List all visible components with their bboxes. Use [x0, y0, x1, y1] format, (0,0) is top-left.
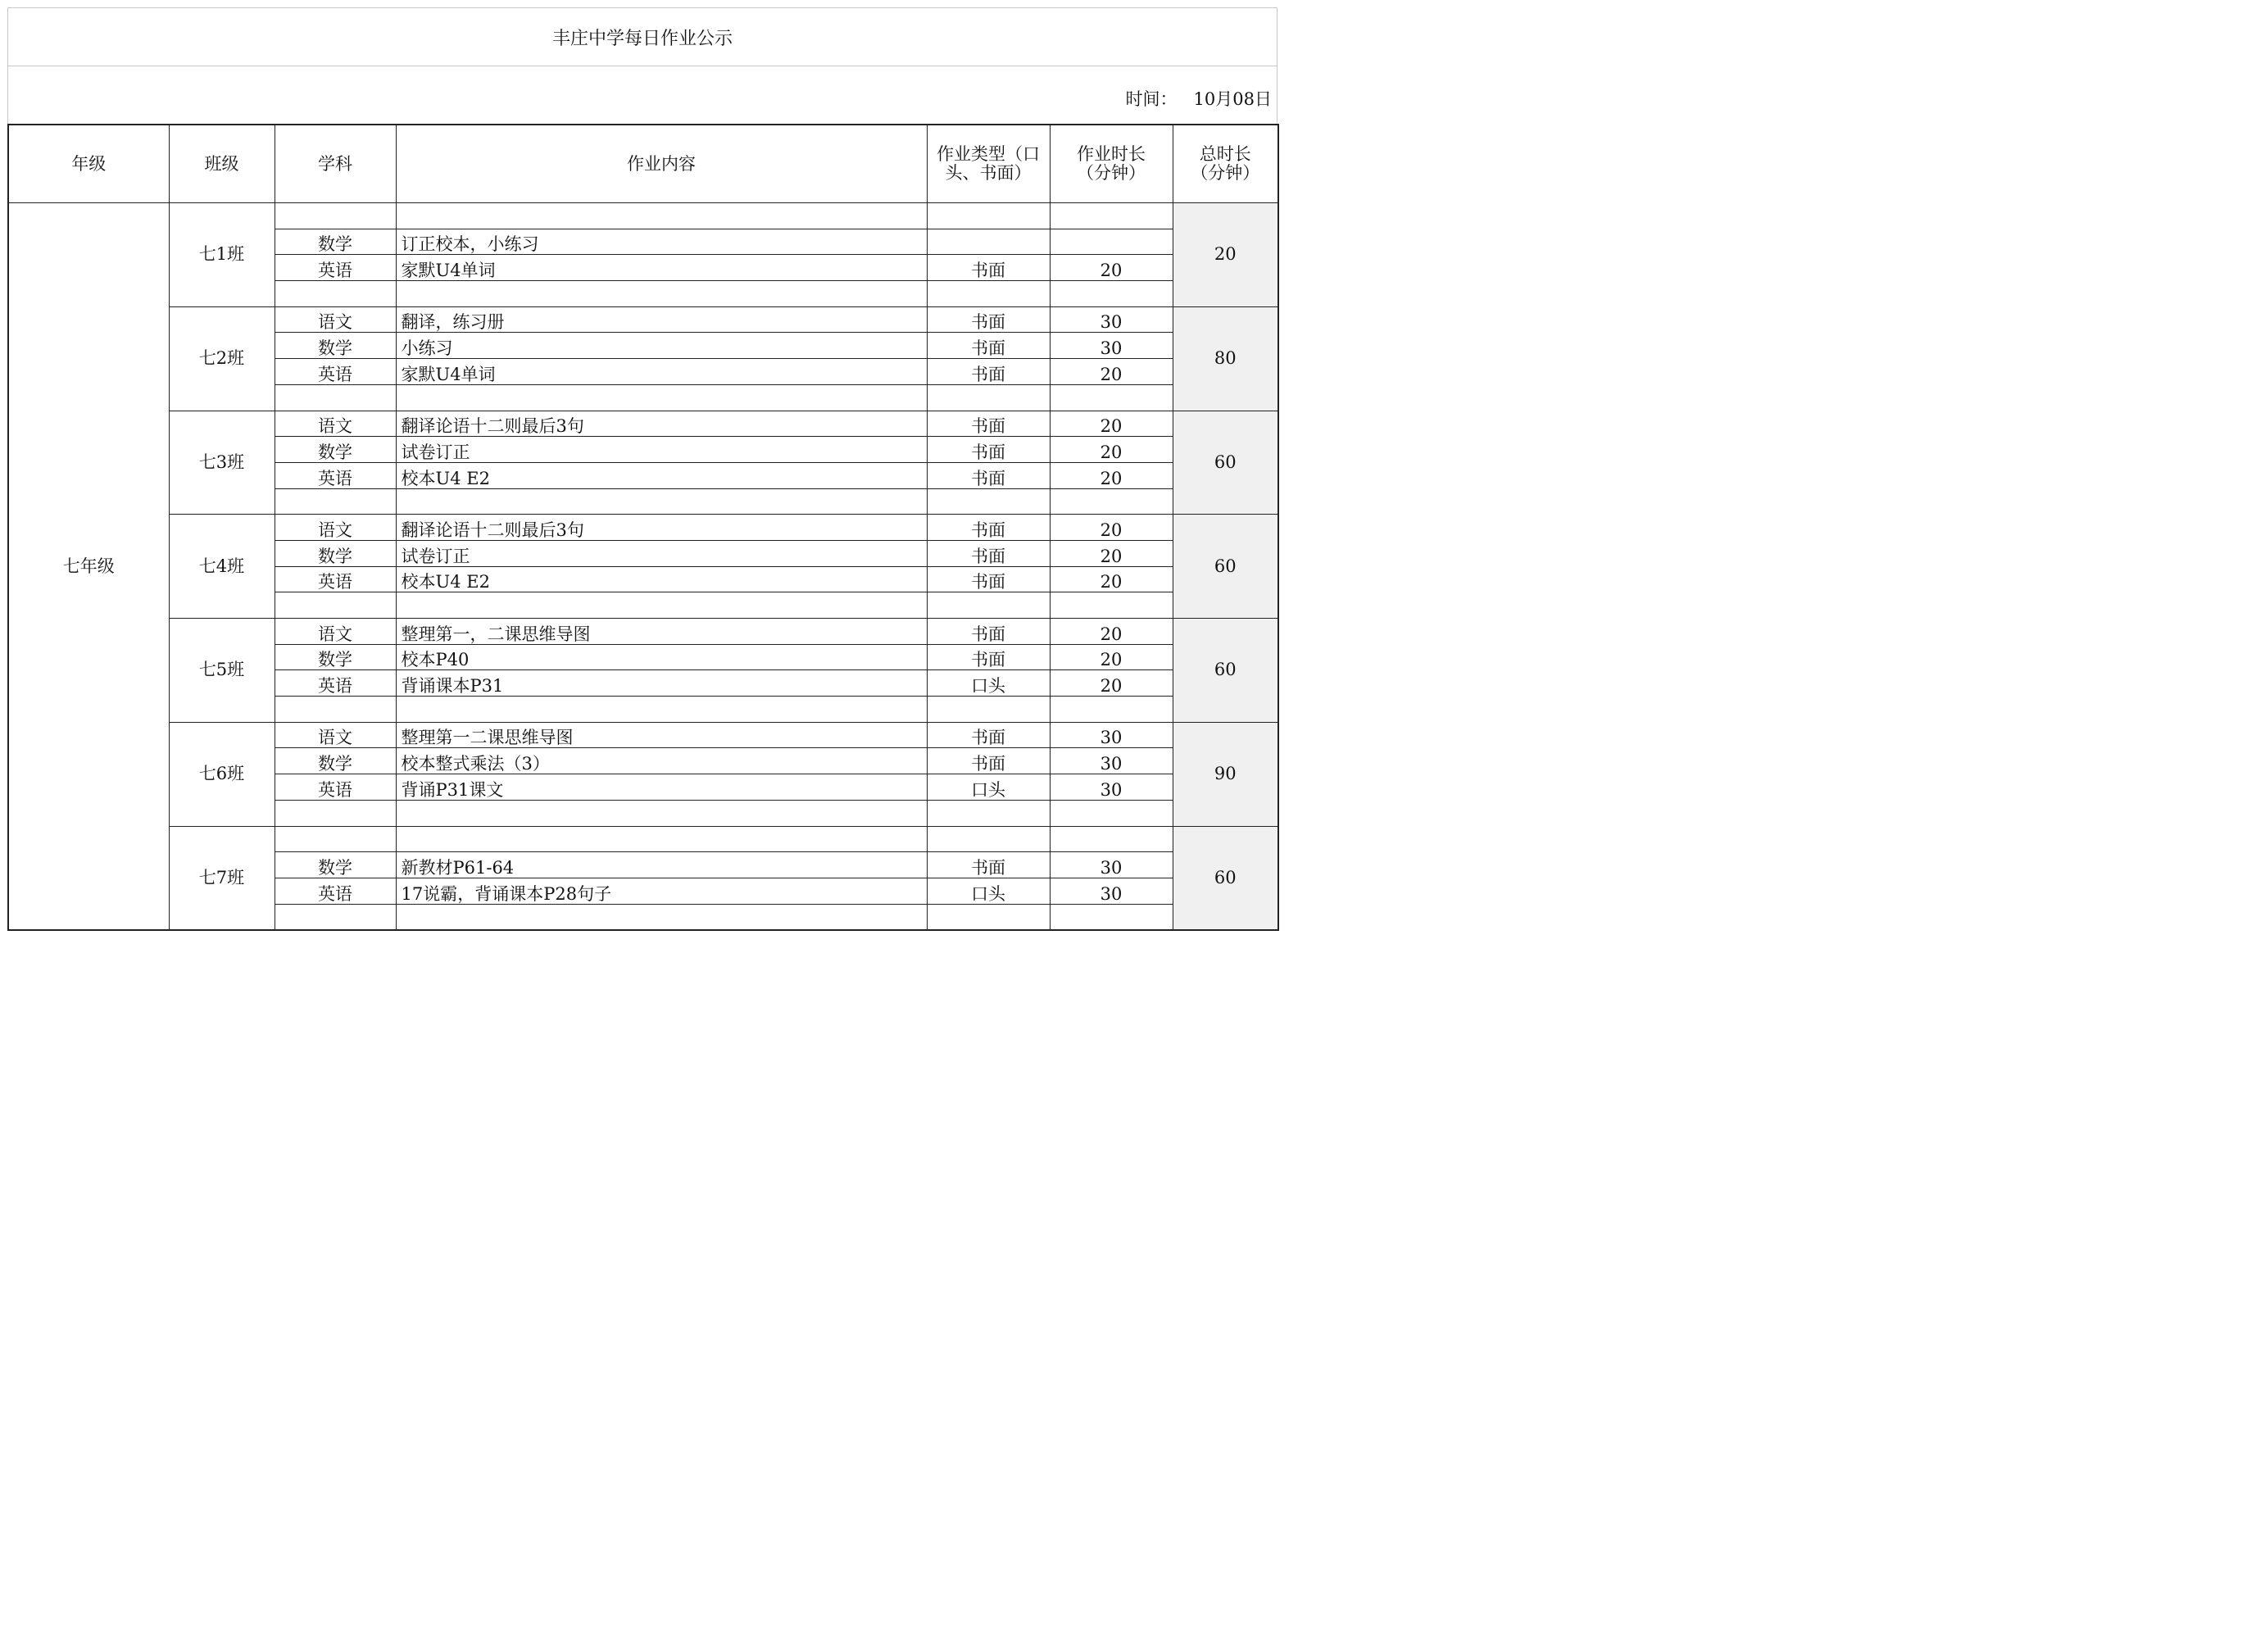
duration-cell: 20	[1050, 462, 1173, 488]
total-duration-cell: 20	[1173, 203, 1278, 307]
table-body	[8, 203, 1278, 931]
duration-cell: 20	[1050, 670, 1173, 697]
type-cell	[927, 384, 1050, 411]
class-name-cell: 七5班	[169, 619, 275, 723]
content-cell	[396, 281, 927, 307]
content-cell: 家默U4单词	[396, 359, 927, 385]
type-cell	[927, 488, 1050, 515]
grade-cell: 七年级	[8, 203, 169, 931]
duration-cell	[1050, 203, 1173, 229]
subject-cell	[275, 826, 396, 852]
header-grade: 年级	[8, 125, 169, 203]
content-cell: 17说霸，背诵课本P28句子	[396, 878, 927, 904]
duration-cell	[1050, 592, 1173, 619]
subject-cell: 数学	[275, 852, 396, 878]
header-class: 班级	[169, 125, 275, 203]
type-cell: 书面	[927, 255, 1050, 281]
type-cell: 书面	[927, 619, 1050, 645]
duration-cell: 30	[1050, 722, 1173, 748]
type-cell: 书面	[927, 748, 1050, 774]
type-cell	[927, 592, 1050, 619]
type-cell: 书面	[927, 333, 1050, 359]
subject-cell: 语文	[275, 722, 396, 748]
subject-cell	[275, 384, 396, 411]
content-cell: 整理第一二课思维导图	[396, 722, 927, 748]
class-name-cell: 七6班	[169, 722, 275, 826]
total-duration-cell: 80	[1173, 306, 1278, 411]
type-cell: 书面	[927, 515, 1050, 541]
duration-cell: 30	[1050, 333, 1173, 359]
content-cell: 试卷订正	[396, 540, 927, 566]
content-cell: 背诵P31课文	[396, 774, 927, 801]
header-duration: 作业时长（分钟）	[1050, 125, 1173, 203]
sheet-title-row	[7, 7, 1277, 66]
type-cell: 书面	[927, 411, 1050, 437]
duration-cell: 30	[1050, 878, 1173, 904]
content-cell: 校本整式乘法（3）	[396, 748, 927, 774]
duration-cell: 20	[1050, 437, 1173, 463]
content-cell	[396, 592, 927, 619]
duration-cell: 20	[1050, 359, 1173, 385]
content-cell	[396, 697, 927, 723]
subject-cell: 英语	[275, 359, 396, 385]
duration-cell	[1050, 488, 1173, 515]
subject-cell: 英语	[275, 255, 396, 281]
duration-cell: 20	[1050, 540, 1173, 566]
subject-cell: 数学	[275, 644, 396, 670]
total-duration-cell: 60	[1173, 619, 1278, 723]
type-cell: 书面	[927, 437, 1050, 463]
subject-cell	[275, 697, 396, 723]
content-cell	[396, 488, 927, 515]
content-cell: 翻译论语十二则最后3句	[396, 515, 927, 541]
content-cell: 家默U4单词	[396, 255, 927, 281]
type-cell	[927, 281, 1050, 307]
content-cell: 校本P40	[396, 644, 927, 670]
type-cell: 口头	[927, 878, 1050, 904]
content-cell	[396, 384, 927, 411]
type-cell: 口头	[927, 774, 1050, 801]
type-cell: 书面	[927, 566, 1050, 592]
duration-cell: 20	[1050, 255, 1173, 281]
table-header-row	[8, 125, 1278, 203]
content-cell: 校本U4 E2	[396, 462, 927, 488]
content-cell: 翻译，练习册	[396, 306, 927, 333]
duration-cell: 20	[1050, 566, 1173, 592]
type-cell: 书面	[927, 540, 1050, 566]
date-label: 时间：	[1125, 89, 1178, 109]
duration-cell: 20	[1050, 619, 1173, 645]
subject-cell: 英语	[275, 670, 396, 697]
class-name-cell: 七2班	[169, 306, 275, 411]
header-content: 作业内容	[396, 125, 927, 203]
subject-cell	[275, 904, 396, 930]
date-row	[7, 66, 1277, 124]
content-cell	[396, 203, 927, 229]
table-row	[8, 515, 1278, 541]
class-name-cell: 七1班	[169, 203, 275, 307]
subject-cell: 语文	[275, 515, 396, 541]
class-name-cell: 七4班	[169, 515, 275, 619]
subject-cell: 数学	[275, 333, 396, 359]
subject-cell	[275, 592, 396, 619]
table-row	[8, 722, 1278, 748]
subject-cell: 数学	[275, 437, 396, 463]
duration-cell: 30	[1050, 306, 1173, 333]
header-subject: 学科	[275, 125, 396, 203]
class-name-cell: 七7班	[169, 826, 275, 930]
duration-cell	[1050, 904, 1173, 930]
subject-cell	[275, 488, 396, 515]
duration-cell: 30	[1050, 748, 1173, 774]
type-cell	[927, 904, 1050, 930]
type-cell	[927, 800, 1050, 826]
header-type: 作业类型（口头、书面）	[927, 125, 1050, 203]
subject-cell: 数学	[275, 540, 396, 566]
table-row	[8, 306, 1278, 333]
content-cell	[396, 800, 927, 826]
subject-cell: 英语	[275, 878, 396, 904]
duration-cell	[1050, 826, 1173, 852]
content-cell: 小练习	[396, 333, 927, 359]
subject-cell: 语文	[275, 411, 396, 437]
total-duration-cell: 60	[1173, 826, 1278, 930]
subject-cell	[275, 281, 396, 307]
content-cell: 校本U4 E2	[396, 566, 927, 592]
subject-cell	[275, 203, 396, 229]
duration-cell	[1050, 800, 1173, 826]
subject-cell	[275, 800, 396, 826]
content-cell	[396, 826, 927, 852]
subject-cell: 数学	[275, 229, 396, 255]
table-row	[8, 203, 1278, 229]
duration-cell: 30	[1050, 852, 1173, 878]
table-row	[8, 619, 1278, 645]
total-duration-cell: 60	[1173, 411, 1278, 515]
content-cell	[396, 904, 927, 930]
duration-cell	[1050, 384, 1173, 411]
sheet-title: 丰庄中学每日作业公示	[551, 28, 733, 49]
subject-cell: 英语	[275, 462, 396, 488]
type-cell	[927, 203, 1050, 229]
duration-cell	[1050, 697, 1173, 723]
content-cell: 整理第一，二课思维导图	[396, 619, 927, 645]
duration-cell: 20	[1050, 515, 1173, 541]
total-duration-cell: 60	[1173, 515, 1278, 619]
duration-cell	[1050, 229, 1173, 255]
homework-table	[7, 124, 1279, 931]
date-display	[1126, 86, 1272, 111]
duration-cell	[1050, 281, 1173, 307]
table-row	[8, 411, 1278, 437]
type-cell: 书面	[927, 359, 1050, 385]
class-name-cell: 七3班	[169, 411, 275, 515]
type-cell: 书面	[927, 722, 1050, 748]
total-duration-cell: 90	[1173, 722, 1278, 826]
subject-cell: 数学	[275, 748, 396, 774]
date-value: 10月08日	[1193, 89, 1272, 109]
content-cell: 翻译论语十二则最后3句	[396, 411, 927, 437]
duration-cell: 20	[1050, 411, 1173, 437]
duration-cell: 30	[1050, 774, 1173, 801]
content-cell: 试卷订正	[396, 437, 927, 463]
type-cell: 口头	[927, 670, 1050, 697]
type-cell	[927, 229, 1050, 255]
subject-cell: 英语	[275, 774, 396, 801]
type-cell	[927, 697, 1050, 723]
duration-cell: 20	[1050, 644, 1173, 670]
type-cell: 书面	[927, 306, 1050, 333]
type-cell: 书面	[927, 852, 1050, 878]
subject-cell: 语文	[275, 619, 396, 645]
content-cell: 新教材P61-64	[396, 852, 927, 878]
content-cell: 背诵课本P31	[396, 670, 927, 697]
subject-cell: 语文	[275, 306, 396, 333]
type-cell: 书面	[927, 462, 1050, 488]
header-total: 总时长（分钟）	[1173, 125, 1278, 203]
type-cell	[927, 826, 1050, 852]
content-cell: 订正校本，小练习	[396, 229, 927, 255]
homework-sheet	[7, 7, 1277, 931]
table-row	[8, 826, 1278, 852]
type-cell: 书面	[927, 644, 1050, 670]
subject-cell: 英语	[275, 566, 396, 592]
